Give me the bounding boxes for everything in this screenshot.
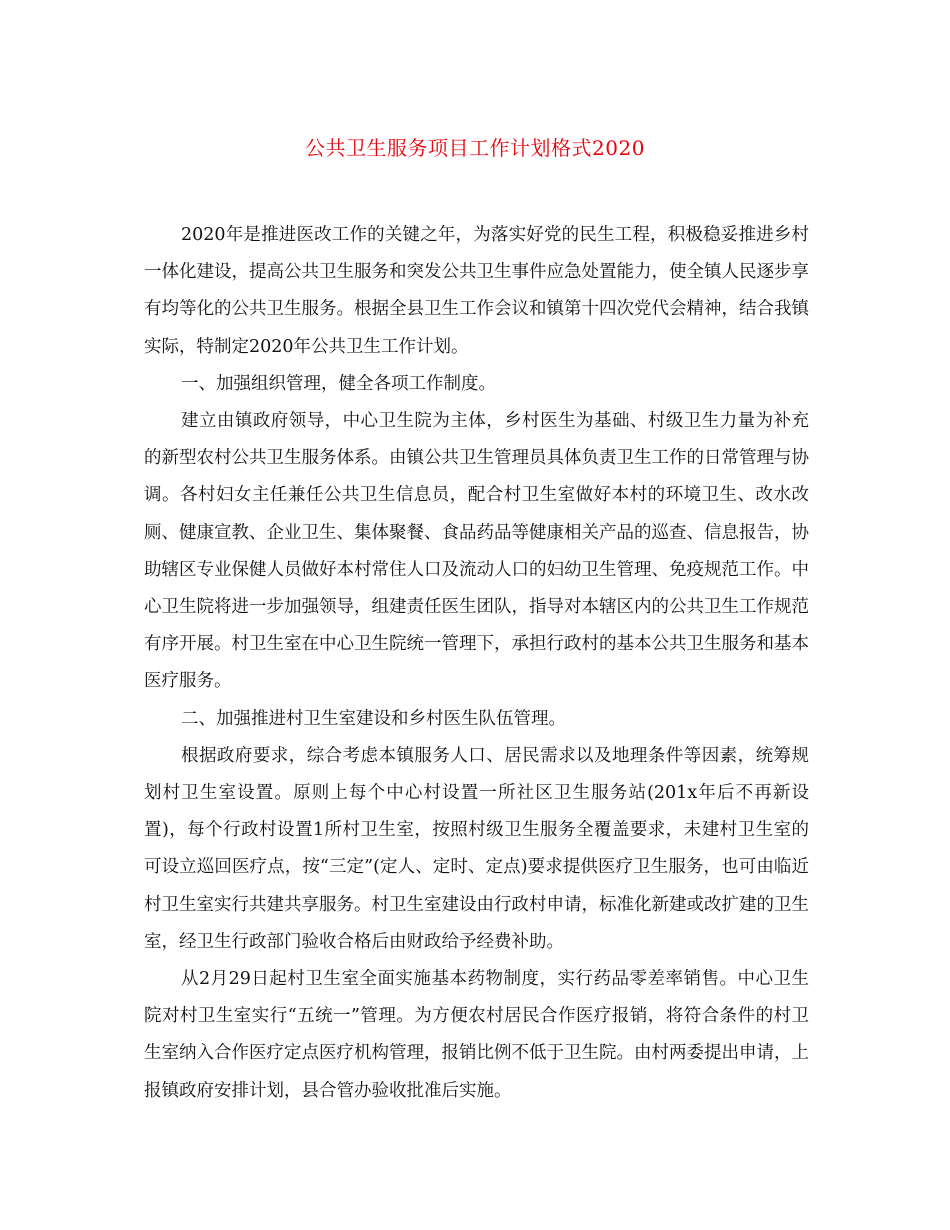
section-heading-1: 一、加强组织管理，健全各项工作制度。 xyxy=(181,373,496,394)
paragraph-intro: 2020年是推进医改工作的关键之年，为落实好党的民生工程，积极稳妥推进乡村一体化建设，提高公共卫生服务和突发公共卫生事件应急处置能力，使全镇人民逐步享有均等化的公共卫生服务。根据全县卫生工作会议和镇第十四次党代会精神，结合我镇实际，特制定2020年公共卫生工作计划。 xyxy=(144,225,809,357)
section-heading-2: 二、加强推进村卫生室建设和乡村医生队伍管理。 xyxy=(181,708,566,729)
document-body xyxy=(144,217,809,1110)
paragraph-organization: 建立由镇政府领导，中心卫生院为主体，乡村医生为基础、村级卫生力量为补充的新型农村公共卫生服务体系。由镇公共卫生管理员具体负责卫生工作的日常管理与协调。各村妇女主任兼任公共卫生信息员，配合村卫生室做好本村的环境卫生、改水改厕、健康宣教、企业卫生、集体聚餐、食品药品等健康相关产品的巡查、信息报告，协助辖区专业保健人员做好本村常住人口及流动人口的妇幼卫生管理、免疫规范工作。中心卫生院将进一步加强领导，组建责任医生团队，指导对本辖区内的公共卫生工作规范有序开展。村卫生室在中心卫生院统一管理下，承担行政村的基本公共卫生服务和基本医疗服务。 xyxy=(144,411,809,692)
paragraph-clinic-setup: 根据政府要求，综合考虑本镇服务人口、居民需求以及地理条件等因素，统筹规划村卫生室设置。原则上每个中心村设置一所社区卫生服务站(201x年后不再新设置)，每个行政村设置1所村卫生室，按照村级卫生服务全覆盖要求，未建村卫生室的可设立巡回医疗点，按“三定”(定人、定时、定点)要求提供医疗卫生服务，也可由临近村卫生室实行共建共享服务。村卫生室建设由行政村申请，标准化新建或改扩建的卫生室，经卫生行政部门验收合格后由财政给予经费补助。 xyxy=(144,745,809,952)
document-title: 公共卫生服务项目工作计划格式2020 xyxy=(305,136,645,160)
paragraph-drug-policy: 从2月29日起村卫生室全面实施基本药物制度，实行药品零差率销售。中心卫生院对村卫生室实行“五统一”管理。为方便农村居民合作医疗报销，将符合条件的村卫生室纳入合作医疗定点医疗机构管理，报销比例不低于卫生院。由村两委提出申请，上报镇政府安排计划，县合管办验收批准后实施。 xyxy=(144,969,809,1101)
